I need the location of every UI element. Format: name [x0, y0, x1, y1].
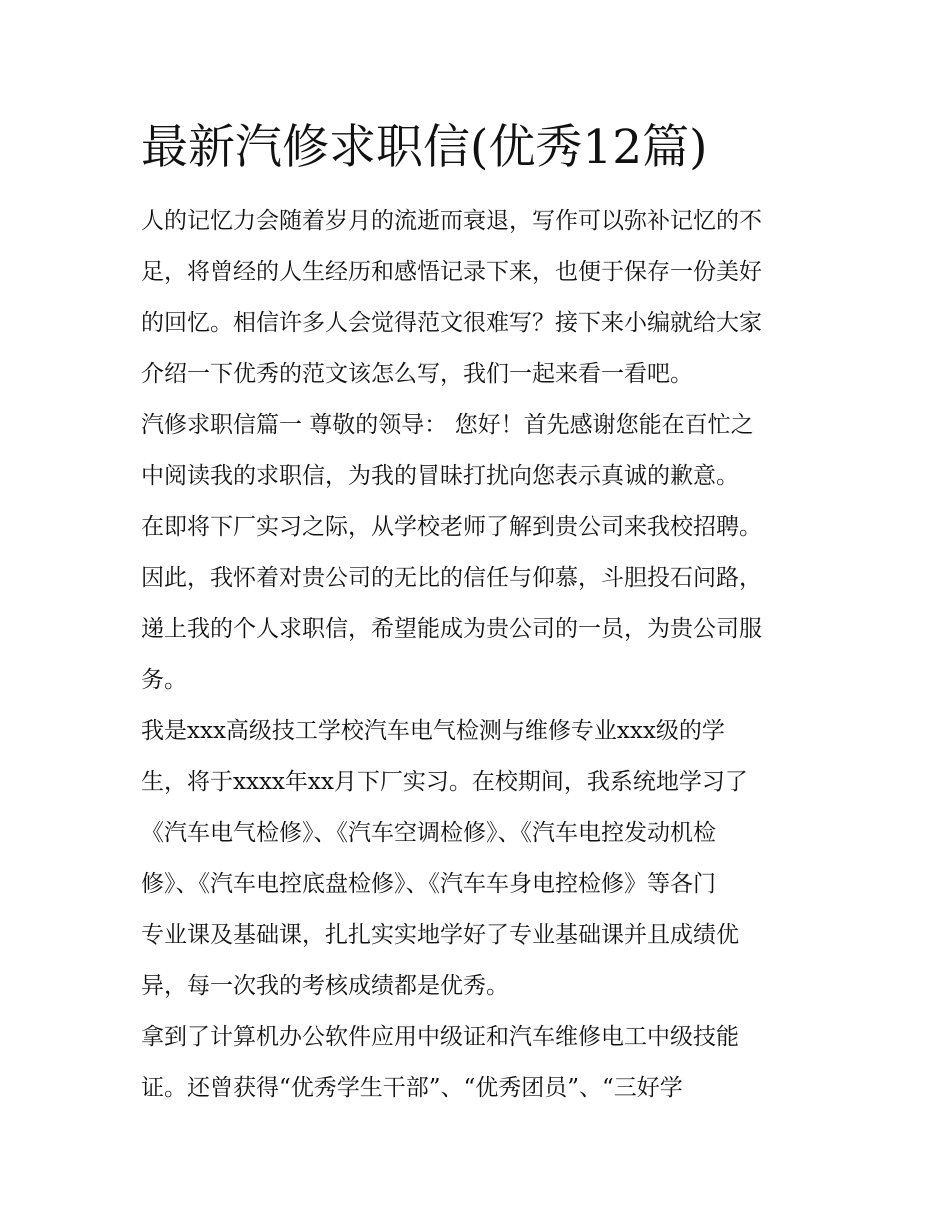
- text-line: 务。: [141, 667, 187, 693]
- text-line: 《汽车电气检修》、《汽车空调检修》、《汽车电控发动机检: [141, 820, 716, 846]
- text-line: 足，将曾经的人生经历和感悟记录下来，也便于保存一份美好: [141, 259, 762, 285]
- text-line: 我是xxx高级技工学校汽车电气检测与维修专业xxx级的学: [141, 718, 725, 744]
- intro-paragraph: [141, 196, 821, 400]
- letter-paragraph: [141, 502, 821, 706]
- text-line: 汽修求职信篇一 尊敬的领导： 您好！首先感谢您能在百忙之: [141, 412, 754, 438]
- text-line: 递上我的个人求职信，希望能成为贵公司的一员，为贵公司服: [141, 616, 762, 642]
- letter-paragraph: [141, 706, 821, 1012]
- letter-paragraph: [141, 1012, 821, 1114]
- text-line: 拿到了计算机办公软件应用中级证和汽车维修电工中级技能: [141, 1024, 739, 1050]
- text-line: 介绍一下优秀的范文该怎么写，我们一起来看一看吧。: [141, 361, 693, 387]
- text-line: 生，将于xxxx年xx月下厂实习。在校期间，我系统地学习了: [141, 769, 748, 795]
- text-line: 专业课及基础课，扎扎实实地学好了专业基础课并且成绩优: [141, 922, 739, 948]
- text-line: 修》、《汽车电控底盘检修》、《汽车车身电控检修》等各门: [141, 871, 716, 897]
- text-line: 证。还曾获得“优秀学生干部”、“优秀团员”、“三好学: [141, 1075, 683, 1101]
- text-line: 中阅读我的求职信，为我的冒昧打扰向您表示真诚的歉意。: [141, 463, 739, 489]
- text-line: 在即将下厂实习之际，从学校老师了解到贵公司来我校招聘。: [141, 514, 762, 540]
- page-title: 最新汽修求职信(优秀12篇): [141, 120, 708, 175]
- letter-greeting-paragraph: [141, 400, 821, 502]
- document-body: [141, 196, 821, 1114]
- text-line: 异，每一次我的考核成绩都是优秀。: [141, 973, 509, 999]
- text-line: 因此，我怀着对贵公司的无比的信任与仰慕，斗胆投石问路，: [141, 565, 762, 591]
- text-line: 的回忆。相信许多人会觉得范文很难写？接下来小编就给大家: [141, 310, 762, 336]
- text-line: 人的记忆力会随着岁月的流逝而衰退，写作可以弥补记忆的不: [141, 208, 762, 234]
